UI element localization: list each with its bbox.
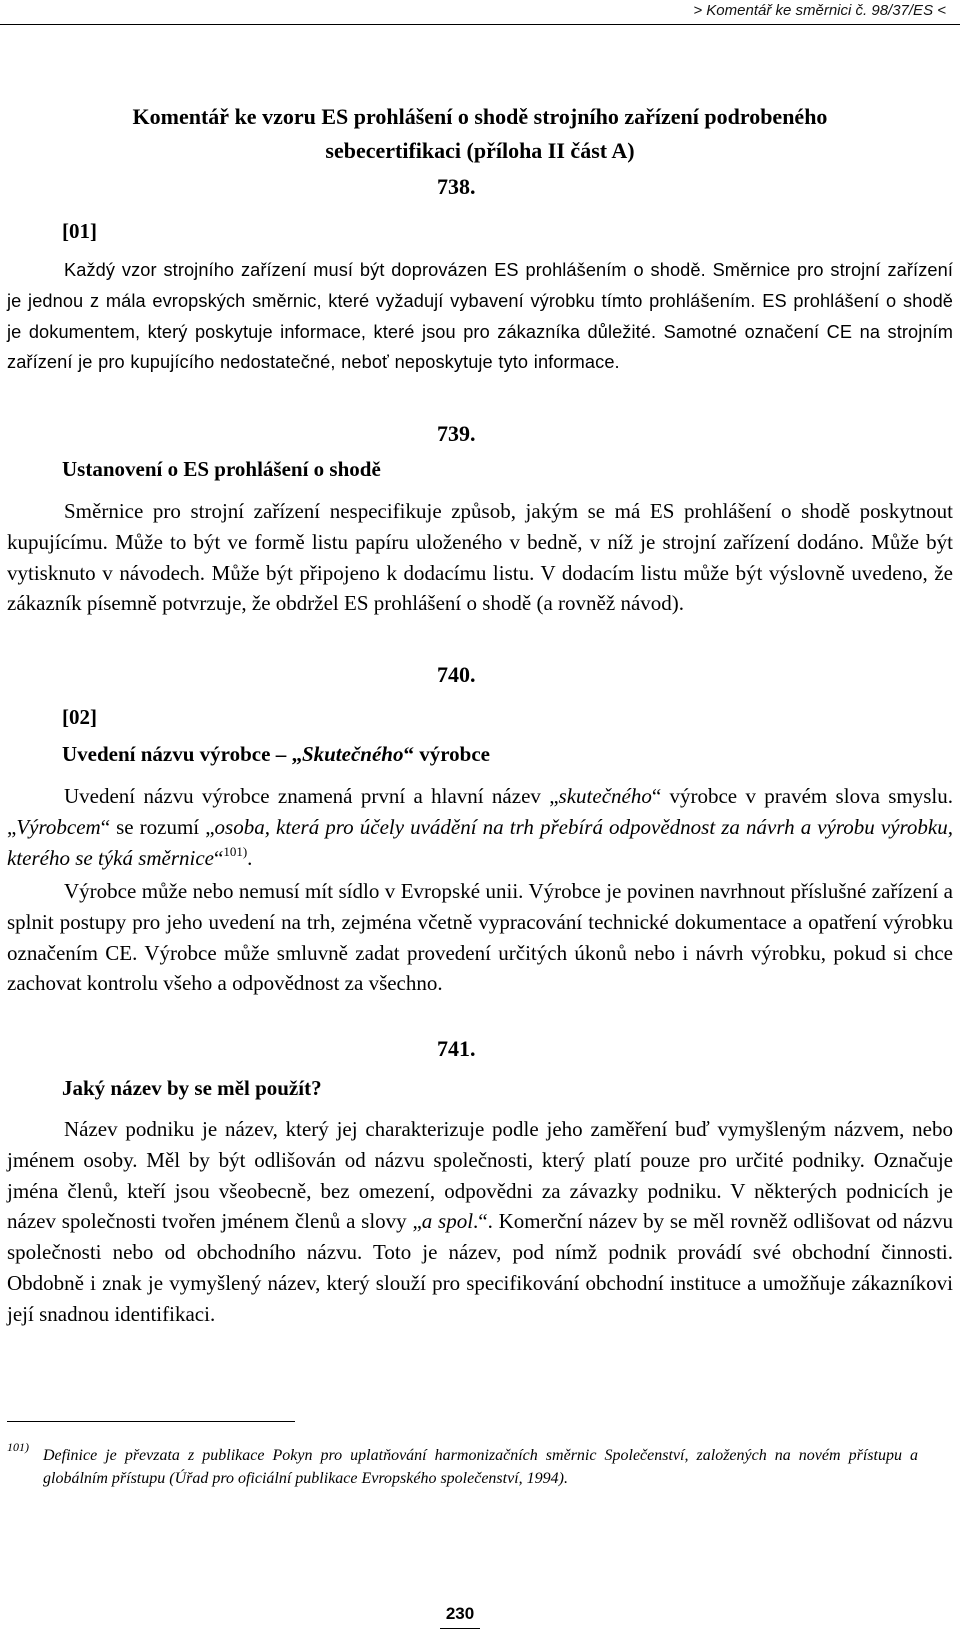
section-heading-739: Ustanovení o ES prohlášení o shodě <box>62 457 381 481</box>
paragraph-number-741: 741. <box>437 1036 476 1061</box>
heading-740-suffix: “ výrobce <box>403 742 490 766</box>
section-heading-740 <box>62 742 490 767</box>
paragraph-number-740: 740. <box>437 662 476 687</box>
p740-d: Výrobcem <box>16 814 101 839</box>
heading-740-prefix: Uvedení názvu výrobce – „ <box>62 742 302 766</box>
p740-a: Uvedení názvu výrobce znamená první a hlavní název „ <box>64 784 559 808</box>
reference-tag-02: [02] <box>62 705 97 729</box>
section-heading-741: Jaký název by se měl použít? <box>62 1076 322 1100</box>
footnote-marker: 101) <box>7 1440 29 1454</box>
paragraph-741-text <box>7 1114 953 1330</box>
page-number: 230 <box>445 1604 475 1623</box>
footnote-separator <box>7 1421 295 1422</box>
p740-b: skutečného <box>558 784 652 808</box>
document-title-line-1: Komentář ke vzoru ES prohlášení o shodě strojního zařízení podrobeného <box>132 104 828 129</box>
p740-e: “ se rozumí „ <box>100 814 215 839</box>
p741-a: Název podniku je název, který jej charakterizuje podle jeho zaměření buď vymyšleným názvem, nebo jménem osoby. Měl by být odlišován od názvu společnosti, který platí pouze pro určité podniky. Označuje jména členů, kteří jsou všeobecně, bez omezení, odpovědni za závazky podniku. V některých podnicích je název společnosti tvořen jménem členů a slovy „ <box>7 1117 953 1234</box>
reference-tag-01: [01] <box>62 219 97 243</box>
document-title-line-2: sebecertifikaci (příloha II část A) <box>325 138 635 163</box>
heading-740-italic: Skutečného <box>301 742 404 766</box>
p740-c: “ výrobce v pravém slova smyslu. „ <box>7 784 953 839</box>
document-title <box>40 100 920 168</box>
footnote-reference-101[interactable]: 101) <box>223 843 248 859</box>
paragraph-number-739: 739. <box>437 421 476 446</box>
p741-c: .“. Komerční název by se měl rovněž odlišovat od názvu společnosti nebo od obchodního názvu. Toto je název, pod nímž podnik provádí své obchodní činnosti. Obdobně i znak je vymyšlený název, který slouží pro specifikování obchodní instituce a umožňuje zákazníkovi její snadnou identifikaci. <box>7 1209 953 1326</box>
p741-b: a spol <box>421 1209 474 1234</box>
paragraph-number-738: 738. <box>437 174 476 199</box>
footnote-text: Definice je převzata z publikace Pokyn pro uplatňování harmonizačních směrnic Společenství, založených na novém přístupu a globálním přístupu (Úřad pro oficiální publikace Evropského společenství, 1994). <box>43 1447 918 1487</box>
p740-end: . <box>247 845 253 870</box>
header-rule <box>0 24 960 25</box>
paragraph-739-text: Směrnice pro strojní zařízení nespecifikuje způsob, jakým se má ES prohlášení o shodě poskytnout kupujícímu. Může to být ve formě listu papíru uloženého v bedně, v níž je strojní zařízení dodáno. Může být vytisknuto v návodech. Může být připojeno k dodacímu listu. V dodacím listu může být výslovně uvedeno, že zákazník písemně potvrzuje, že obdržel ES prohlášení o shodě (a rovněž návod). <box>7 499 953 616</box>
running-header: > Komentář ke směrnici č. 98/37/ES < <box>693 2 946 19</box>
paragraph-738-text: Každý vzor strojního zařízení musí být doprovázen ES prohlášením o shodě. Směrnice pro strojní zařízení je jednou z mála evropských směrnic, které vyžadují vybavení výrobku tímto prohlášením. ES prohlášení o shodě je dokumentem, který poskytuje informace, které jsou pro zákazníka důležité. Samotné označení CE na strojním zařízení je pro kupujícího nedostatečné, neboť neposkytuje tyto informace. <box>7 260 953 373</box>
paragraph-740-text-1 <box>7 781 953 873</box>
page-number-rule <box>440 1628 480 1629</box>
paragraph-740-text-2: Výrobce může nebo nemusí mít sídlo v Evropské unii. Výrobce je povinen navrhnout příslušné zařízení a splnit postupy pro jeho uvedení na trh, zejména včetně vypracování technické dokumentace a opatření výrobku označením CE. Výrobce může smluvně zadat provedení určitých úkonů nebo i návrh výrobku, pokud si chce zachovat kontrolu všeho a odpovědnost za všechno. <box>7 879 953 996</box>
p740-g: “ <box>214 845 224 870</box>
p740-f: osoba, která pro účely uvádění na trh přebírá odpovědnost za návrh a výrobu výrobku, kterého se týká směrnice <box>7 814 953 870</box>
